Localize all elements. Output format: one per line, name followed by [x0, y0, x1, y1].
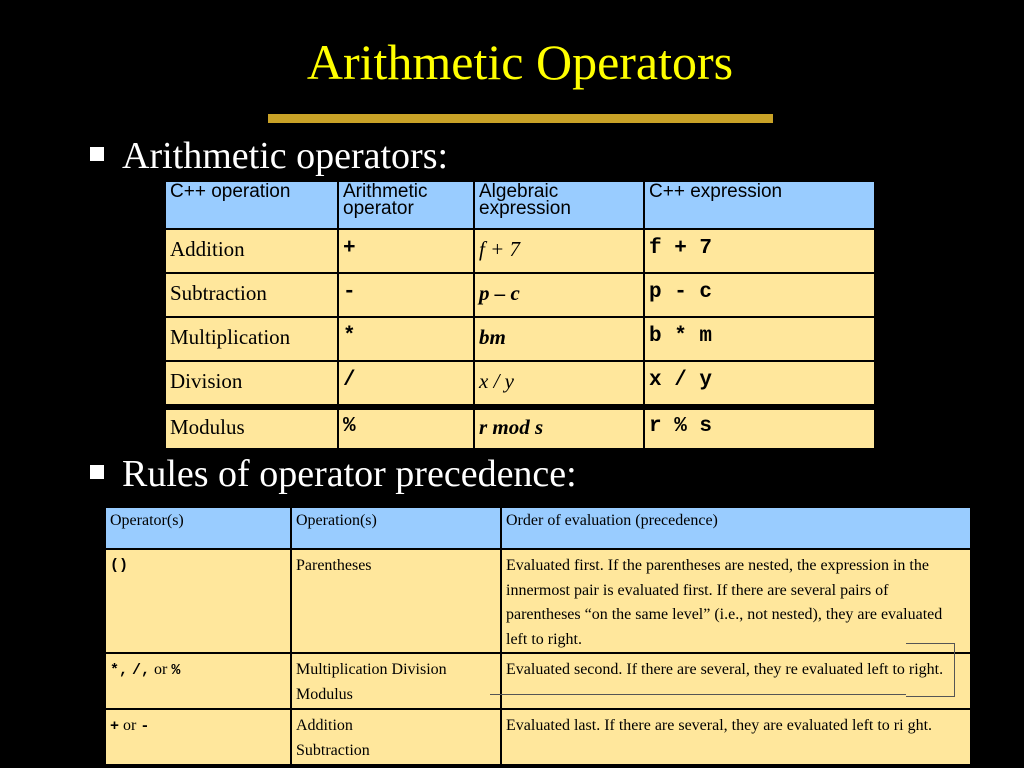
cell-algebraic: r mod s — [474, 409, 644, 449]
operation-name: Addition — [296, 717, 353, 734]
cell-algebraic: f + 7 — [474, 229, 644, 273]
table-row — [165, 273, 875, 317]
cell-operations — [291, 653, 501, 709]
cell-algebraic: p – c — [474, 273, 644, 317]
op-plus: + — [110, 718, 120, 735]
precedence-table — [104, 506, 972, 766]
operation-name: Division — [391, 661, 447, 678]
cell-operation: Subtraction — [165, 273, 338, 317]
op-minus: - — [140, 718, 150, 735]
cell-algebraic: x / y — [474, 361, 644, 405]
header-operators: Operator(s) — [105, 507, 291, 549]
cell-operator: + — [338, 229, 474, 273]
cell-operation: Addition — [165, 229, 338, 273]
square-bullet-icon — [90, 465, 104, 479]
cell-operator: % — [338, 409, 474, 449]
table-header-row — [165, 181, 875, 229]
cell-operator: / — [338, 361, 474, 405]
cell-algebraic: bm — [474, 317, 644, 361]
operation-name: Modulus — [296, 685, 353, 703]
table-header-row — [105, 507, 971, 549]
cell-cpp: r % s — [644, 409, 875, 449]
cell-operations: Parentheses — [291, 549, 501, 653]
cell-order: Evaluated last. If there are several, they are evaluated left to ri ght. — [501, 709, 971, 765]
table-row — [105, 709, 971, 765]
cell-operator: - — [338, 273, 474, 317]
cell-operation: Multiplication — [165, 317, 338, 361]
cell-cpp: x / y — [644, 361, 875, 405]
cell-order: Evaluated second. If there are several, they re evaluated left to right. — [501, 653, 971, 709]
cell-operation: Division — [165, 361, 338, 405]
cell-cpp: f + 7 — [644, 229, 875, 273]
bullet-precedence-text: Rules of operator precedence: — [122, 453, 577, 495]
header-order: Order of evaluation (precedence) — [501, 507, 971, 549]
header-algebraic-expression: Algebraic expression — [474, 181, 644, 229]
slide-title: Arithmetic Operators — [306, 34, 734, 90]
cell-cpp: b * m — [644, 317, 875, 361]
bullet-precedence — [90, 452, 577, 496]
op-modulus: % — [171, 662, 181, 679]
cell-operator: * — [338, 317, 474, 361]
table-row — [165, 229, 875, 273]
table-row — [165, 317, 875, 361]
cell-operators: () — [105, 549, 291, 653]
callout-bracket — [906, 643, 955, 697]
table-row — [105, 549, 971, 653]
callout-line — [490, 694, 906, 695]
header-arithmetic-operator: Arithmetic operator — [338, 181, 474, 229]
op-separator: or — [154, 661, 168, 678]
op-multiply: *, — [110, 662, 129, 679]
cell-operators — [105, 709, 291, 765]
cell-operation: Modulus — [165, 409, 338, 449]
table-row — [105, 653, 971, 709]
header-cpp-expression: C++ expression — [644, 181, 875, 229]
bullet-arithmetic — [90, 134, 448, 178]
op-separator: or — [123, 717, 137, 734]
op-divide: /, — [132, 662, 151, 679]
title-underline — [268, 114, 773, 123]
cell-operators — [105, 653, 291, 709]
cell-cpp: p - c — [644, 273, 875, 317]
header-cpp-operation: C++ operation — [165, 181, 338, 229]
cell-order: Evaluated first. If the parentheses are nested, the expression in the innermost pair is evaluated first. If there are several pairs of parentheses “on the same level” (i.e., not nested), they are evaluated left to right. — [501, 549, 971, 653]
square-bullet-icon — [90, 147, 104, 161]
cell-operations — [291, 709, 501, 765]
table-row — [165, 409, 875, 449]
arithmetic-operators-table — [164, 180, 876, 450]
operation-name: Multiplication — [296, 661, 388, 678]
header-operations: Operation(s) — [291, 507, 501, 549]
table-row — [165, 361, 875, 405]
operation-name: Subtraction — [296, 741, 370, 759]
bullet-arithmetic-text: Arithmetic operators: — [122, 135, 449, 177]
